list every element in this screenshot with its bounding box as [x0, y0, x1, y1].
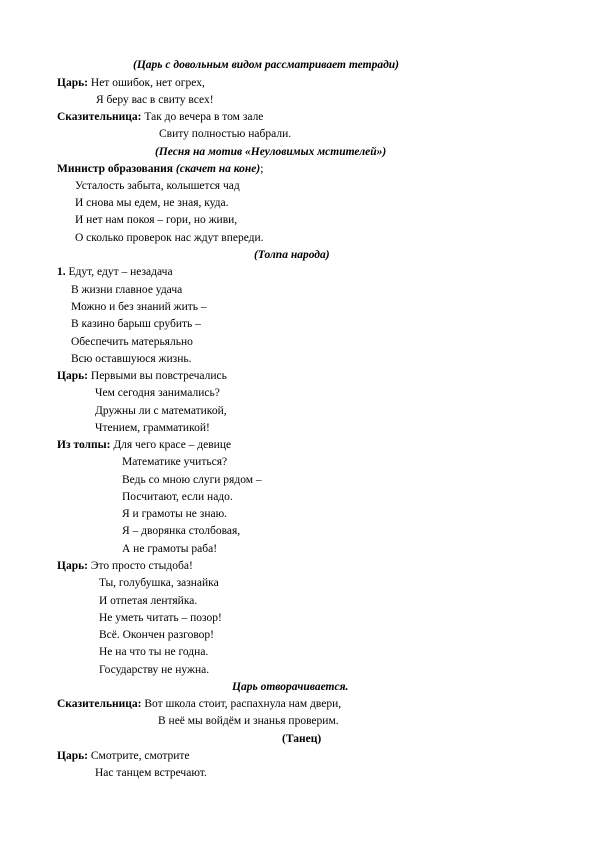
speaker-or-direction-text: Царь: [57, 370, 91, 382]
line-text: ; [260, 163, 264, 175]
speaker-or-direction-text: Царь: [57, 750, 91, 762]
line-text: Обеспечить матерьяльно [71, 336, 193, 348]
verse-line [71, 335, 193, 349]
speaker-or-direction-text: Сказительница: [57, 698, 145, 710]
line-text: И снова мы едем, не зная, куда. [75, 197, 229, 209]
speaker-or-direction-text: Царь: [57, 77, 91, 89]
speaker-or-direction-text: (Танец) [282, 733, 322, 745]
line-text: В жизни главное удача [71, 284, 183, 296]
line-text: В казино барыш срубить – [71, 318, 201, 330]
verse-line [99, 663, 209, 677]
verse-line [99, 576, 219, 590]
verse-line [99, 611, 222, 625]
line-text: Я – дворянка столбовая, [122, 525, 241, 537]
line-text: Ты, голубушка, зазнайка [99, 577, 219, 589]
verse-line [95, 421, 210, 435]
line-text: Свиту полностью набрали. [159, 128, 292, 140]
line-text: Я и грамоты не знаю. [122, 508, 228, 520]
stage-direction-line [133, 58, 399, 72]
verse-line [122, 542, 217, 556]
dialogue-line [57, 265, 173, 279]
verse-line [159, 127, 291, 141]
verse-line [95, 766, 207, 780]
stage-direction-line [232, 680, 348, 694]
dialogue-line [57, 369, 227, 383]
line-text: Первыми вы повстречались [90, 370, 227, 382]
verse-line [122, 507, 227, 521]
stage-direction-line [254, 248, 330, 262]
line-text: Не уметь читать – позор! [99, 612, 222, 624]
line-text: В неё мы войдём и знанья проверим. [158, 715, 339, 727]
line-text: Чем сегодня занимались? [95, 387, 220, 399]
speaker-or-direction-text: (скачет на коне) [175, 163, 261, 175]
line-text: Для чего красе – девице [113, 439, 232, 451]
dialogue-line [57, 697, 341, 711]
verse-line [122, 524, 240, 538]
line-text: Чтением, грамматикой! [95, 422, 210, 434]
verse-line [95, 386, 220, 400]
verse-line [71, 283, 182, 297]
verse-line [75, 213, 237, 227]
stage-direction-line [155, 145, 386, 159]
line-text: Государству не нужна. [99, 664, 210, 676]
verse-line [122, 490, 233, 504]
verse-line [95, 404, 227, 418]
verse-line [158, 714, 339, 728]
verse-line [75, 231, 264, 245]
verse-line [99, 645, 208, 659]
line-text: Математике учиться? [122, 456, 228, 468]
speaker-or-direction-text: 1. [57, 266, 69, 278]
dialogue-line [57, 162, 263, 176]
line-text: Посчитают, если надо. [122, 491, 233, 503]
verse-line [99, 628, 214, 642]
verse-line [96, 93, 214, 107]
dialogue-line [57, 749, 190, 763]
verse-line [71, 352, 191, 366]
line-text: Усталость забыта, колышется чад [75, 180, 240, 192]
dialogue-line [57, 76, 205, 90]
dialogue-line [57, 110, 263, 124]
speaker-or-direction-text: Сказительница: [57, 111, 145, 123]
line-text: Нас танцем встречают. [95, 767, 207, 779]
line-text: И нет нам покоя – гори, но живи, [75, 214, 238, 226]
verse-line [122, 455, 227, 469]
line-text: Всё. Окончен разговор! [99, 629, 215, 641]
stage-direction-line [282, 732, 321, 746]
verse-line [99, 594, 197, 608]
line-text: Не на что ты не годна. [99, 646, 209, 658]
speaker-or-direction-text: (Песня на мотив «Неуловимых мстителей») [155, 146, 387, 158]
verse-line [71, 300, 207, 314]
verse-line [122, 473, 262, 487]
line-text: Едут, едут – незадача [68, 266, 173, 278]
line-text: О сколько проверок нас ждут впереди. [75, 232, 264, 244]
line-text: Можно и без знаний жить – [71, 301, 207, 313]
line-text: Всю оставшуюся жизнь. [71, 353, 192, 365]
dialogue-line [57, 559, 193, 573]
line-text: А не грамоты раба! [122, 543, 218, 555]
line-text: Это просто стыдоба! [90, 560, 193, 572]
line-text: Смотрите, смотрите [90, 750, 190, 762]
speaker-or-direction-text: (Царь с довольным видом рассматривает тетради) [133, 59, 399, 71]
line-text: Дружны ли с математикой, [95, 405, 227, 417]
verse-line [71, 317, 201, 331]
verse-line [75, 196, 229, 210]
speaker-or-direction-text: Из толпы: [57, 439, 114, 451]
speaker-or-direction-text: (Толпа народа) [254, 249, 330, 261]
line-text: Так до вечера в том зале [144, 111, 264, 123]
line-text: Я беру вас в свиту всех! [96, 94, 214, 106]
line-text: Нет ошибок, нет огрех, [90, 77, 205, 89]
speaker-or-direction-text: Царь отворачивается. [232, 681, 349, 693]
speaker-or-direction-text: Министр образования [57, 163, 176, 175]
line-text: Ведь со мною слуги рядом – [122, 474, 262, 486]
line-text: Вот школа стоит, распахнула нам двери, [144, 698, 342, 710]
dialogue-line [57, 438, 231, 452]
line-text: И отпетая лентяйка. [99, 595, 198, 607]
speaker-or-direction-text: Царь: [57, 560, 91, 572]
verse-line [75, 179, 240, 193]
